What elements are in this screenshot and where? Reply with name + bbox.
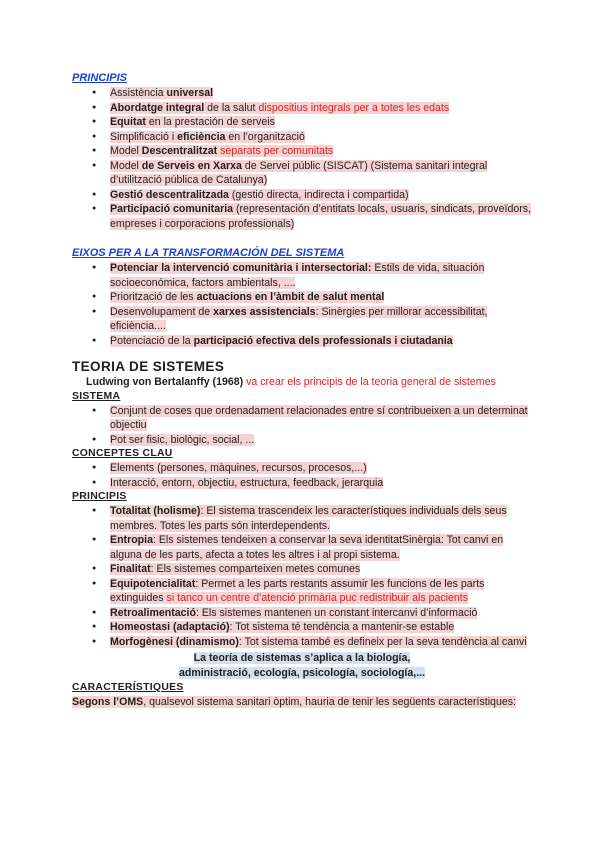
principis-list: [72, 86, 532, 231]
sistema-list: [72, 404, 532, 448]
list-item: ● Retroalimentació: Els sistemes mantenen un constant intercanvi d’informació: [110, 606, 532, 621]
author-line: Ludwing von Bertalanffy (1968) va crear els principis de la teoria general de sistemes: [86, 376, 496, 388]
principis-sub-heading: PRINCIPIS: [72, 491, 127, 502]
oms-paragraph: Segons l’OMS, qualsevol sistema sanitari òptim, hauria de tenir les següents característiques:: [72, 696, 516, 708]
list-item: ● Gestió descentralitzada (gestió directa, indirecta i compartida): [110, 188, 532, 203]
list-item: ● Entropia: Els sistemes tendeixen a conservar la seva identitatSinèrgia: Tot canvi en alguna de les parts, afecta a totes les altres i al propi sistema.: [110, 533, 532, 562]
eixos-heading[interactable]: EIXOS PER A LA TRANSFORMACIÓN DEL SISTEMA: [72, 247, 345, 259]
conceptes-heading: CONCEPTES CLAU: [72, 448, 173, 459]
list-item: ● Morfogènesi (dinamismo): Tot sistema també es defineix per la seva tendència al canvi: [110, 635, 532, 650]
list-item: ● Model Descentralitzat separats per comunitats: [110, 144, 532, 159]
eixos-list: [72, 261, 532, 348]
principis-heading[interactable]: PRINCIPIS: [72, 72, 128, 84]
list-item: ● Abordatge integral de la salut dispositius integrals per a totes les edats: [110, 101, 532, 116]
list-item: ● Conjunt de coses que ordenadament relacionades entre sí contribueixen a un determinat objectiu: [110, 404, 532, 433]
aplica-note: La teoría de sistemas s’aplica a la biología, administració, ecología, psicología, sociología,...: [178, 652, 426, 679]
conceptes-list: [72, 461, 532, 490]
list-item: ● Desenvolupament de xarxes assistencials: Sinèrgies per millorar accessibilitat, eficiència....: [110, 305, 532, 334]
caracteristiques-heading: CARACTERÍSTIQUES: [72, 682, 184, 693]
list-item: ● Equitat en la prestación de serveis: [110, 115, 532, 130]
list-item: ● Potenciació de la participació efectiva dels professionals i ciutadania: [110, 334, 532, 349]
principis-teoria-list: [72, 504, 532, 649]
document-page: [72, 70, 532, 710]
list-item: ● Pot ser fisic, biològic, social, ...: [110, 433, 532, 448]
list-item: ● Interacció, entorn, objectiu, estructura, feedback, jerarquia: [110, 476, 532, 491]
teoria-heading: TEORIA DE SISTEMES: [72, 359, 225, 374]
list-item: ● Elements (persones, màquines, recursos, procesos,...): [110, 461, 532, 476]
list-item: ● Assistència universal: [110, 86, 532, 101]
list-item: ● Participació comunitaria (representación d’entitats locals, usuaris, sindicats, proveïdors, empreses i corporacions professionals): [110, 202, 532, 231]
list-item: ● Priorització de les actuacions en l’àmbit de salut mental: [110, 290, 532, 305]
list-item: ● Finalitat: Els sistemes comparteixen metes comunes: [110, 562, 532, 577]
list-item: ● Potenciar la intervenció comunitària i intersectorial: Estils de vida, situación socioeconómica, factors ambientals, ....: [110, 261, 532, 290]
list-item: ● Equipotencialitat: Permet a les parts restants assumir les funcions de les parts extinguides si tanco un centre d’atenció primària puc redistribuir als pacients: [110, 577, 532, 606]
list-item: ● Homeostasi (adaptació): Tot sistema té tendència a mantenir-se estable: [110, 620, 532, 635]
sistema-heading: SISTEMA: [72, 390, 121, 402]
list-item: ● Simplificació i eficiència en l’organització: [110, 130, 532, 145]
list-item: ● Totalitat (holisme): El sistema trascendeix les característiques individuals dels seus membres. Totes les parts són interdependents.: [110, 504, 532, 533]
list-item: ● Model de Serveis en Xarxa de Servei públic (SISCAT) (Sistema sanitari integral d’utilització pública de Catalunya): [110, 159, 532, 188]
